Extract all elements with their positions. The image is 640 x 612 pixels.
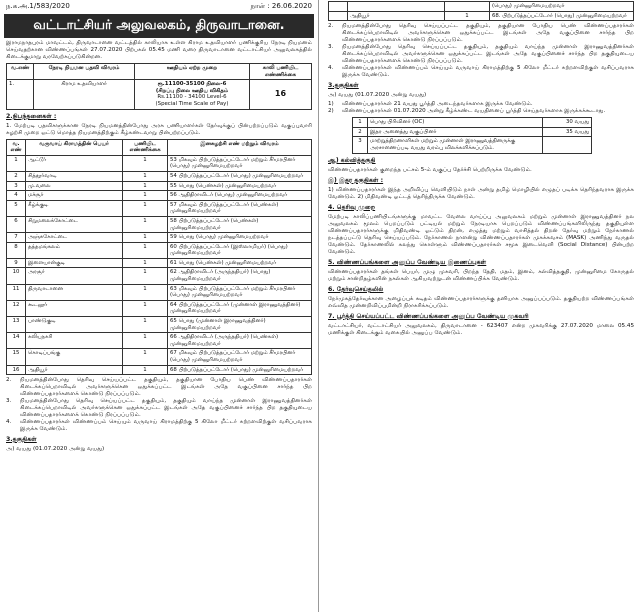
- table-row: [329, 2, 634, 12]
- section-heading: 4. தெரிவு முறை: [328, 203, 376, 211]
- post-table-header: [7, 64, 312, 80]
- section-paragraph: நேர்முகத்தேர்வுக்கான அழைப்புக் கடிதம் விண்ணப்பதாரர்களுக்கு தனியாக அனுப்பப்படும். தகுதியற்ற விண்ணப்பங்கள் எவ்வித முன்னறிவிப்புமின்றி நிராகரிக்கப்படும்.: [328, 295, 634, 309]
- intro-paragraph: இராமநாதபுரம் மாவட்டம், திருவாடானை வட்டத்தில் காலியாக உள்ள கிராம உதவியாளர் பணிக்குரிய நேரடி நியமனம் செய்வதற்கான விண்ணப்பங்கள் 27.07.2020 பிற்பகல் 05.45 மணி வரை திருவாடானை வட்டாட்சியர் அலுவலகத்தில் கிடைக்குமாறு வரவேற்கப்படுகின்றன.: [6, 40, 312, 60]
- age-row: [353, 137, 592, 153]
- village-count: 1: [123, 216, 168, 232]
- village-table-header-cell: வருவாய் கிராமத்தின் பெயர்: [26, 139, 123, 155]
- village-detail: 55 பொது (பெண்கள்) முன்னுரிமையற்றவர்: [168, 181, 312, 191]
- qualification-heading: 3.தகுதிகள்: [328, 82, 359, 90]
- village-row: [7, 258, 312, 268]
- village-row: [7, 317, 312, 333]
- village-name: சிறுமலைக்கோட்டை: [26, 216, 123, 232]
- village-count: 1: [123, 365, 168, 375]
- village-count: 1: [123, 181, 168, 191]
- office-banner: வட்டாட்சியர் அலுவலகம், திருவாடானை.: [4, 14, 314, 38]
- village-sno: 8: [7, 242, 26, 258]
- reference-number: ந.க.அ.1/583/2020: [6, 2, 70, 10]
- post-table-header-cell: வ.எண்: [7, 64, 34, 80]
- pay-line: (சிறப்பு நிலை ஊதிய விகிதம்: [155, 87, 229, 94]
- village-detail: 67 மிகவும் பிற்படுத்தப்பட்டோர் மற்றும் சீர்மரபினர் (பொது) முன்னுரிமையற்றவர்: [168, 349, 312, 365]
- village-detail: 61 பொது (பெண்கள்) முன்னுரிமையற்றவர்: [168, 258, 312, 268]
- list-item-text: விண்ணப்பதாரர்கள் 01.07.2020 அன்று கீழ்க்கண்ட வயதினைப் பூர்த்தி செய்தவர்களாக இருக்கக்கூடாது.: [342, 108, 606, 115]
- village-count: 1: [123, 300, 168, 316]
- table-cell: ஆதியூர்: [348, 11, 445, 21]
- village-row: [7, 191, 312, 201]
- section-paragraph: மேற்படி காலிப்பணியிடங்களுக்கு மாவட்ட வேலை வாய்ப்பு அலுவலகம் மற்றும் முன்னாள் இராணுவத்தினர் நல அலுவலகம் மூலம் பெறப்படும் பட்டியல் மற்றும் நேரடியாக பெறப்படும் விண்ணப்பங்களிலிருந்து தகுதியுள்ள விண்ணப்பதாரர்களுக்கு மிதிவண்டி ஓட்டும் திறன், எழுத்து மற்றும் வாசித்தல் திறன் தேர்வு மற்றும் நேர்காணல் நடத்தப்பட்டு தெரிவு செய்யப்படும். நேர்காணல் நாளன்று விண்ணப்பதாரர்கள் முகக்கவசம் (MASK) அணிந்து வருதல் வேண்டும். தேர்காணலில் கலந்து கொள்ளும் விண்ணப்பதாரர்கள் சமூக இடைவெளி (Social Distance) பின்பற்ற வேண்டும்.: [328, 213, 634, 255]
- list-item: [6, 419, 312, 433]
- village-name: கலியநகரி: [26, 333, 123, 349]
- village-row: [7, 181, 312, 191]
- village-detail: 60 பிற்படுத்தப்பட்டோர் (இஸ்லாமியர்) (பொது) முன்னுரிமையற்றவர்: [168, 242, 312, 258]
- table-cell: [329, 2, 348, 12]
- village-row: [7, 155, 312, 171]
- village-sno: 7: [7, 233, 26, 243]
- village-sno: 14: [7, 333, 26, 349]
- pay-scale: [135, 80, 250, 109]
- list-item-text: நியமனத்தின்போது தெரிவு செய்யப்பட்ட தகுதியும், தகுதியான போதிய பெண் விண்ணப்பதாரர்கள் கிடைக்கப்பெறாவிடில் அவர்களுக்கென ஒதுக்கப்பட்ட இடங்கள் அதே வகுப்பினை சார்ந்த பிற விண்ணப்பதாரர்களைக் கொண்டு நிரப்பப்படும்.: [20, 377, 312, 398]
- village-name: தத்தமங்கலம்: [26, 242, 123, 258]
- section-paragraph: விண்ணப்பதாரர்கள் குறைந்த பட்சம் 5-ம் வகுப்பு தேர்ச்சி பெற்றிருக்க வேண்டும்.: [328, 166, 532, 173]
- village-count: 1: [123, 242, 168, 258]
- village-name: கூடலூர்: [26, 300, 123, 316]
- table-cell: [329, 11, 348, 21]
- pay-line: Rs.11100 - 34100 Level-6: [157, 94, 227, 101]
- village-sno: 2: [7, 171, 26, 181]
- section-heading: 6. தேர்வுசெய்தலில்: [328, 285, 384, 293]
- age-row-number: 1: [353, 118, 368, 128]
- village-sno: 9: [7, 258, 26, 268]
- village-row: [7, 333, 312, 349]
- village-name: சித்தூர்வாடி: [26, 171, 123, 181]
- list-item: [6, 377, 312, 398]
- age-row-limit: [543, 137, 592, 153]
- age-row-category: பொது பிரிவினர் (OC): [368, 118, 543, 128]
- village-detail: 54 பிற்படுத்தப்பட்டோர் (பொது) முன்னுரிமையற்றவர்: [168, 171, 312, 181]
- list-item: [328, 108, 634, 115]
- section-heading: ஆ) கல்வித்தகுதி: [328, 156, 376, 164]
- village-detail: 64 பிற்படுத்தப்பட்டோர் (முன்னாள் இராணுவத்தினர்) முன்னுரிமையற்றவர்: [168, 300, 312, 316]
- age-limit-table: [352, 117, 592, 153]
- village-count: 1: [123, 191, 168, 201]
- list-item-number: 4.: [6, 419, 12, 426]
- village-name: ஆதியூர்: [26, 365, 123, 375]
- list-item: [328, 23, 634, 44]
- table-cell: 68. பிற்படுத்தப்பட்டோர் (பொது) முன்னுரிமையற்றவர்: [490, 11, 634, 21]
- village-table-header-cell: இனசுழற்சி எண் மற்றும் விவரம்: [168, 139, 312, 155]
- village-table-header: [7, 139, 312, 155]
- left-points-list: [6, 377, 312, 433]
- village-sno: 12: [7, 300, 26, 316]
- post-table: [6, 63, 312, 110]
- village-row: [7, 242, 312, 258]
- village-row: [7, 233, 312, 243]
- list-item-number: 4.: [328, 65, 334, 72]
- table-cell: [348, 2, 445, 12]
- post-table-header-cell: ஊதியம் ஏற்ற முறை: [135, 64, 250, 80]
- village-detail: 66 ஆதிதிராவிடர் (அருந்ததியர்) (பெண்கள்) முன்னுரிமையற்றவர்: [168, 333, 312, 349]
- list-item-text: நியமனத்தின்போது தெரிவு செய்யப்பட்ட தகுதியும், தகுதியான போதிய பெண் விண்ணப்பதாரர்கள் கிடைக்கப்பெறாவிடில் அவர்களுக்கென ஒதுக்கப்பட்ட இடங்கள் அதே வகுப்பினை சார்ந்த பிற விண்ணப்பதாரர்களைக் கொண்டு நிரப்பப்படும்.: [342, 23, 634, 44]
- right-points-list: [328, 23, 634, 79]
- list-item-number: 2.: [328, 23, 334, 30]
- village-sno: 6: [7, 216, 26, 232]
- age-row-number: 2: [353, 127, 368, 137]
- list-item-number: 3.: [6, 398, 12, 405]
- section-heading: 7. பூர்த்தி செய்யப்பட்ட விண்ணப்பங்களை அனுப்ப வேண்டிய முகவரி: [328, 312, 529, 320]
- village-count: 1: [123, 317, 168, 333]
- table-cell: 1: [445, 11, 490, 21]
- list-item-number: 3.: [328, 44, 334, 51]
- village-detail: 63 மிகவும் பிற்படுத்தப்பட்டோர் மற்றும் சீர்மரபினர் (பொது) முன்னுரிமையற்றவர்: [168, 284, 312, 300]
- village-detail: 62 ஆதிதிராவிடர் (அருந்ததியர்) (பொது) முன்னுரிமையற்றவர்: [168, 268, 312, 284]
- village-detail: 58 பிற்படுத்தப்பட்டோர் (பெண்கள்) முன்னுரிமையற்றவர்: [168, 216, 312, 232]
- reference-line: [0, 0, 318, 13]
- village-detail: 68 பிற்படுத்தப்பட்டோர் (பொது) முன்னுரிமையற்றவர்: [168, 365, 312, 375]
- age-row-limit: 30 வயது: [543, 118, 592, 128]
- village-row: [7, 200, 312, 216]
- age-row-category: இதர அனைத்து வகுப்பினர்: [368, 127, 543, 137]
- village-sno: 1: [7, 155, 26, 171]
- right-sections: [322, 157, 640, 337]
- village-detail: 57 மிகவும் பிற்படுத்தப்பட்டோர் (பெண்கள்) முன்னுரிமையற்றவர்: [168, 200, 312, 216]
- continued-village-table: [328, 1, 634, 21]
- section-paragraph: வட்டாட்சியர், வட்டாட்சியர் அலுவலகம், திருவாடானை - 623407 என்ற முகவரிக்கு 27.07.2020 மாலை 05.45 மணிக்குள் கிடைக்கும் வகையில் அனுப்ப வேண்டும்.: [328, 322, 634, 336]
- table-cell: [445, 2, 490, 12]
- section-paragraph: 1) விண்ணப்பதாரர்கள் இந்த அறிவிப்பு வெளியிடும் நாள் அன்று தமிழ் மொழியில் எழுதப் படிக்க தெரிந்தவராக இருக்க வேண்டும். 2) மிதிவண்டி ஓட்டத் தெரிந்திருக்க வேண்டும்.: [328, 186, 634, 200]
- list-item-text: நியமனத்தின்போது தெரிவு செய்யப்பட்ட தகுதியும், தகுதியும் வாய்ந்த முன்னாள் இராணுவத்தினர்கள் கிடைக்கப்பெறாவிடில் அவர்களுக்கென ஒதுக்கப்பட்ட இடங்கள் அதே வகுப்பினைச் சார்ந்த பிற தகுதியுடைய விண்ணப்பதாரர்களைக் கொண்டு நிரப்பப்படும்.: [342, 44, 634, 65]
- list-item-number: 2.: [6, 377, 12, 384]
- village-count: 1: [123, 333, 168, 349]
- list-item-text: விண்ணப்பதாரர்கள் விண்ணப்பம் செய்யும் வருவாய் கிராமத்திற்கு 5 கிலோ மீட்டர் சுற்றளவிற்குள் வசிப்பவராக இருக்க வேண்டும்.: [342, 65, 634, 79]
- village-sno: 3: [7, 181, 26, 191]
- village-sno: 4: [7, 191, 26, 201]
- post-table-header-cell: நேரடி நியமன பதவி விவரம்: [34, 64, 135, 80]
- list-item-text: விண்ணப்பதாரர்கள் விண்ணப்பம் செய்யும் வருவாய் கிராமத்திற்கு 5 கிலோ மீட்டர் சுற்றளவிற்குள் வசிப்பவராக இருக்க வேண்டும்.: [20, 419, 312, 433]
- village-table-header-cell: பணியிட எண்ணிக்கை: [123, 139, 168, 155]
- village-name: ஆட்டூர்: [26, 155, 123, 171]
- list-item: [328, 65, 634, 79]
- pay-line: (Special Time Scale of Pay): [155, 100, 229, 107]
- village-sno: 10: [7, 268, 26, 284]
- section-paragraph: விண்ணப்பதாரர்கள் தங்கள் பெயர், முழு முகவரி, பிறந்த தேதி, மதம், இனம், கல்வித்தகுதி, முன்னுரிமை கோருதல் மற்றும் சான்றிதழ்களின் நகல்கள் ஆகியவற்றுடன் விண்ணப்பிக்க வேண்டும்.: [328, 268, 634, 282]
- village-name: கொடிப்பங்கு: [26, 349, 123, 365]
- age-row-limit: 35 வயது: [543, 127, 592, 137]
- village-sno: 5: [7, 200, 26, 216]
- village-detail: 53 மிகவும் பிற்படுத்தப்பட்டோர் மற்றும் சீர்மரபினர் (பொது) முன்னுரிமையற்றவர்: [168, 155, 312, 171]
- village-row: [7, 365, 312, 375]
- village-sno: 13: [7, 317, 26, 333]
- village-name: திருவாடானை: [26, 284, 123, 300]
- list-item-number: 1): [328, 101, 334, 108]
- table-row: [329, 11, 634, 21]
- village-sno: 11: [7, 284, 26, 300]
- village-name: மச்சூர்: [26, 191, 123, 201]
- right-page: [322, 0, 640, 612]
- post-sno: 1.: [7, 80, 34, 109]
- left-age-line: அ) வயது (01.07.2020 அன்று வயது): [6, 446, 105, 453]
- vacancy-count: 16: [250, 80, 312, 109]
- village-count: 1: [123, 284, 168, 300]
- table-cell: (பொது) முன்னுரிமையற்றவர்: [490, 2, 634, 12]
- village-table-header-cell: வ. எண்: [7, 139, 26, 155]
- village-count: 1: [123, 200, 168, 216]
- left-page: [0, 0, 319, 612]
- section-heading: 5. விண்ணப்பங்களை அனுப்ப வேண்டிய இணைப்புகள்: [328, 258, 487, 266]
- age-row-category: மாற்றுத்திறனாளிகள் மற்றும் முன்னாள் இராணுவத்தினருக்கு அரசாணைப்படி வயது வரம்பு விலக்களிக்கப்படும்.: [368, 137, 543, 153]
- village-count: 1: [123, 268, 168, 284]
- village-name: மு.வலை: [26, 181, 123, 191]
- age-heading: அ) வயது (01.07.2020 அன்று வயது): [328, 92, 427, 99]
- village-name: அஞ்சுகோட்டை: [26, 233, 123, 243]
- village-detail: 56 ஆதிதிராவிடர் (பொது) முன்னுரிமையற்றவர்: [168, 191, 312, 201]
- notice-date: நாள் : 26.06.2020: [250, 2, 312, 10]
- post-name: கிராம உதவியாளர்: [34, 80, 135, 109]
- village-row: [7, 268, 312, 284]
- section-heading: இ) இதர தகுதிகள் :: [328, 176, 384, 184]
- village-detail: 65 பொது (முன்னாள் இராணுவத்தினர்) முன்னுரிமையற்றவர்: [168, 317, 312, 333]
- conditions-intro: 1. மேற்படி பதவிகளுக்கான நேரடி நியமனத்தின்போது அரசு பணியாளர்கள் தேர்வுக்குப் பின்பற்றப்படும் வகுப்புவாரி சுழற்சி முறை ஒட்டு மொத்த நியமனத்திற்கும் கீழ்கண்டவாறு பின்பற்றப்படும்.: [6, 122, 312, 136]
- left-qualification-heading: 3.தகுதிகள்: [6, 436, 37, 444]
- village-name: அரசூர்: [26, 268, 123, 284]
- village-name: இளையான்குடி: [26, 258, 123, 268]
- age-row: [353, 127, 592, 137]
- post-table-row: [7, 80, 312, 109]
- list-item-text: நியமனத்தின்போது தெரிவு செய்யப்பட்ட தகுதியும், தகுதியும் வாய்ந்த முன்னாள் இராணுவத்தினர்கள் கிடைக்கப்பெறாவிடில் அவர்களுக்கென ஒதுக்கப்பட்ட இடங்கள் அதே வகுப்பினைச் சார்ந்த பிற தகுதியுடைய விண்ணப்பதாரர்களைக் கொண்டு நிரப்பப்படும்.: [20, 398, 312, 419]
- village-count: 1: [123, 233, 168, 243]
- village-detail: 59 பொது (பொது) முன்னுரிமையற்றவர்: [168, 233, 312, 243]
- village-count: 1: [123, 349, 168, 365]
- conditions-heading: 2.நிபந்தனைகள் :: [6, 112, 57, 120]
- village-row: [7, 300, 312, 316]
- age-row: [353, 118, 592, 128]
- village-name: கீழ்க்குடி: [26, 200, 123, 216]
- village-sno: 15: [7, 349, 26, 365]
- list-item-text: விண்ணப்பதாரர்கள் 21 வயது பூர்த்தி அடைந்தவர்களாக இருக்க வேண்டும்.: [342, 101, 533, 108]
- village-sno: 16: [7, 365, 26, 375]
- village-count: 1: [123, 155, 168, 171]
- village-row: [7, 349, 312, 365]
- village-count: 1: [123, 171, 168, 181]
- village-count: 1: [123, 258, 168, 268]
- list-item: [6, 398, 312, 419]
- village-row: [7, 216, 312, 232]
- list-item: [328, 44, 634, 65]
- village-name: பாண்டுகுடி: [26, 317, 123, 333]
- age-row-number: 3: [353, 137, 368, 153]
- list-item-number: 2): [328, 108, 334, 115]
- village-row: [7, 284, 312, 300]
- post-table-header-cell: காலி பணியிட எண்ணிக்கை: [250, 64, 312, 80]
- village-table: [6, 139, 312, 376]
- village-row: [7, 171, 312, 181]
- pay-line: ரூ.11100-35100 நிலை-6: [157, 81, 227, 88]
- age-points-list: [328, 101, 634, 115]
